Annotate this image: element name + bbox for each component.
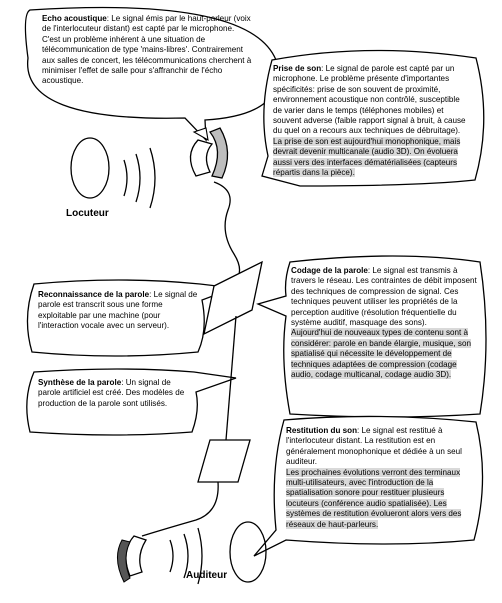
synthese-body: : Un signal de parole artificiel est créé. Des modèles de production de la parole sont utilisés.	[38, 378, 185, 408]
network-node-1	[204, 262, 262, 334]
echo-title: Echo acoustique	[42, 14, 107, 23]
handset-top	[190, 128, 227, 178]
locuteur-head	[71, 138, 109, 198]
cable-top	[214, 182, 240, 280]
locuteur-label: Locuteur	[66, 208, 109, 219]
synthese-title: Synthèse de la parole	[38, 378, 122, 387]
locuteur-voice-waves	[124, 148, 155, 208]
restitution-highlight: Les prochaines évolutions verront des terminaux multi-utilisateurs, avec l'introduction de la spatialisation sonore pour restituer plusieurs locuteurs (conférence audio spatialisée). Les systèmes de restitution évolueront alors vers des réseaux de haut-parleurs.	[286, 467, 462, 529]
codage-body: : Le signal est transmis à travers le réseau. Les contraintes de débit imposent des techniques de compression de signal. Ces techniques peuvent utiliser les propriétés de la perception auditive (résolution fréquentielle du système auditif, masquage des sons).	[291, 266, 477, 328]
echo-text	[42, 14, 254, 87]
reconnaissance-title: Reconnaissance de la parole	[38, 290, 150, 299]
synthese-text	[38, 378, 192, 409]
prise-title: Prise de son	[273, 64, 322, 73]
restitution-body: : Le signal est restitué à l'interlocuteur distant. La restitution est en généralement monophonique et dédiée à un seul auditeur.	[286, 426, 462, 467]
codage-title: Codage de la parole	[291, 266, 368, 275]
network-node-2	[198, 440, 250, 482]
cable-bottom	[142, 482, 218, 536]
reconnaissance-text	[38, 290, 198, 332]
codage-text	[291, 266, 477, 380]
handset-bottom	[117, 536, 146, 582]
prise-body: : Le signal de parole est capté par un microphone. Le problème présente d'importantes spécificités: prise de son souvent de proximité, environnement acoustique non contrôlé, susceptible de varier dans le temps (téléphones mobiles) et souvent adverse (faible rapport signal à bruit, à cause du quel on a recours aux techniques de débruitage).	[273, 64, 466, 136]
echo-body: : Le signal émis par le haut-parleur (voix de l'interlocuteur distant) est capté par le microphone. C'est un problème inhérent à une situation de télécommunication de type 'mains-libres'. Contrairement aux salles de concert, les télécommunications cherchent à minimiser l'effet de salle pour s'affranchir de l'écho acoustique.	[42, 14, 252, 86]
codage-highlight: Aujourd'hui de nouveaux types de contenu sont à considérer: parole en bande élargie, musique, son spatialisé qui nécessite le développement de techniques adaptées de compression (codage audio, codage multicanal, codage audio 3D).	[291, 328, 471, 380]
reconnaissance-body: : Le signal de parole est transcrit sous une forme exploitable par une machine (pour l'interaction vocale avec un serveur).	[38, 290, 198, 331]
auditeur-label: Auditeur	[186, 570, 228, 581]
prise-highlight: La prise de son est aujourd'hui monophonique, mais devrait devenir multicanale (audio 3D). On évoluera aussi vers des interfaces dématérialisées (capteurs répartis dans la pièce).	[273, 136, 461, 178]
restitution-text	[286, 426, 472, 530]
restitution-title: Restitution du son	[286, 426, 358, 435]
prise-text	[273, 64, 469, 178]
